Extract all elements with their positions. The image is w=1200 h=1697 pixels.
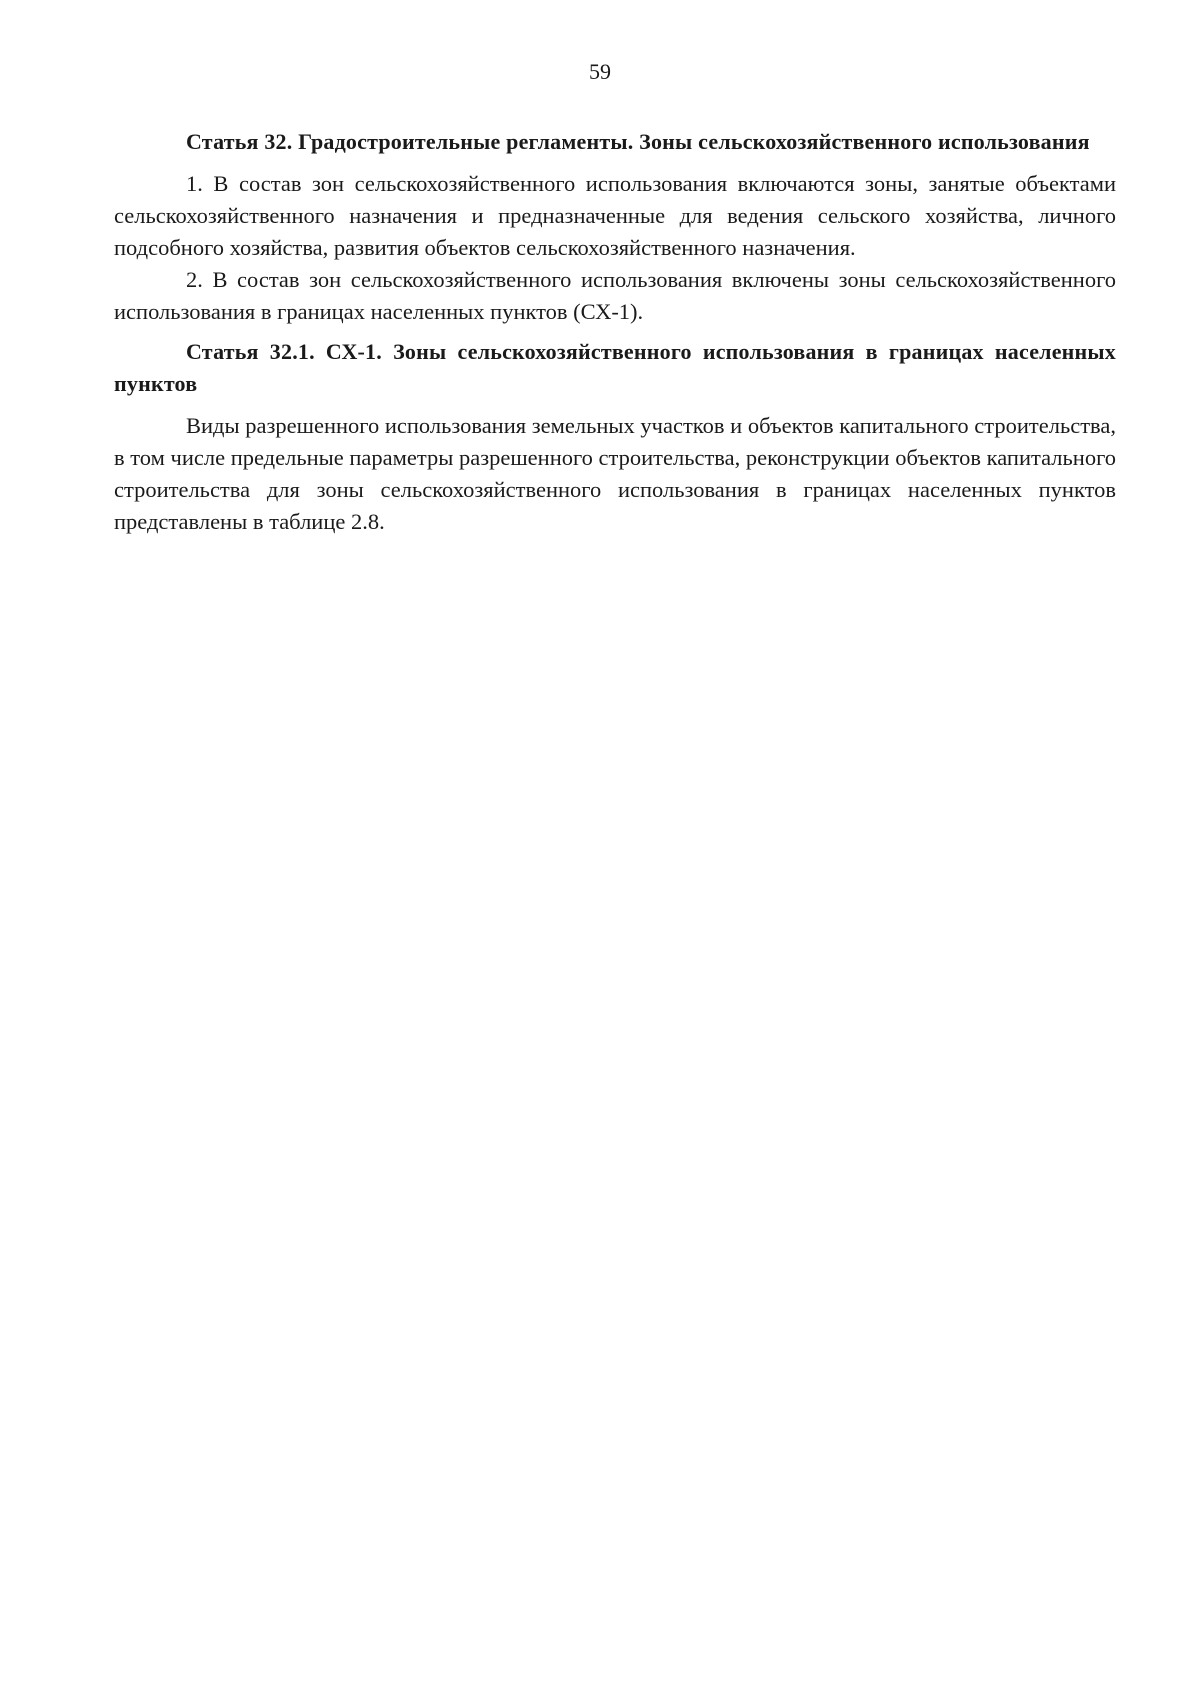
page-number: 59 [589, 59, 611, 84]
article-32-1-section [114, 336, 1116, 538]
article-32-paragraph-1: 1. В состав зон сельскохозяйственного использования включаются зоны, занятые объектами сельскохозяйственного назначения и предназначенные для ведения сельского хозяйства, личного подсобного хозяйства, развития объектов сельскохозяйственного назначения. [114, 171, 1116, 260]
article-32-1-heading: Статья 32.1. СХ-1. Зоны сельскохозяйственного использования в границах населенных пунктов [114, 339, 1116, 396]
article-32-heading: Статья 32. Градостроительные регламенты. Зоны сельскохозяйственного использования [186, 129, 1090, 154]
article-32-section [114, 126, 1116, 328]
document-body [114, 126, 1116, 538]
article-32-paragraph-2: 2. В состав зон сельскохозяйственного использования включены зоны сельскохозяйственного использования в границах населенных пунктов (СХ-1). [114, 267, 1116, 324]
article-32-1-paragraph-1: Виды разрешенного использования земельных участков и объектов капитального строительства, в том числе предельные параметры разрешенного строительства, реконструкции объектов капитального строительства для зоны сельскохозяйственного использования в границах населенных пунктов представлены в таблице 2.8. [114, 413, 1116, 534]
